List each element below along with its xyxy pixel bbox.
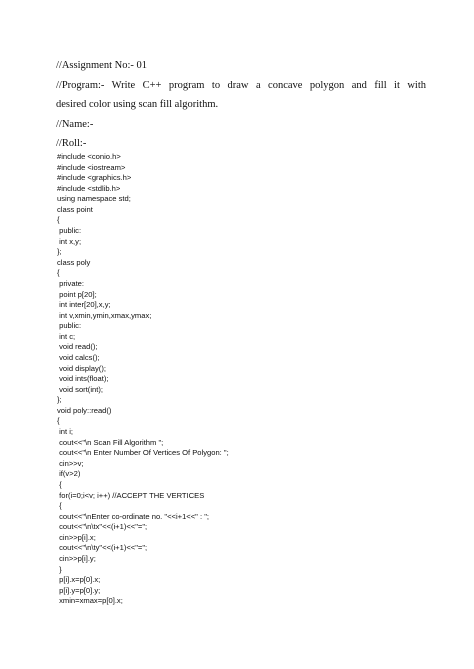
code-line: { — [57, 479, 62, 489]
code-line: cout<<"\n\tx"<<(i+1)<<"="; — [57, 522, 148, 532]
assignment-number: //Assignment No:- 01 — [56, 60, 147, 71]
name-field-label: //Name:- — [56, 118, 94, 130]
code-line: cin>>v; — [57, 458, 84, 468]
code-line: public: — [57, 321, 82, 331]
code-line: point p[20]; — [57, 289, 97, 299]
program-description-line2: desired color using scan fill algorithm. — [56, 99, 219, 110]
code-line: void ints(float); — [57, 374, 109, 384]
code-line: cout<<"\n Scan Fill Algorithm "; — [57, 437, 164, 447]
code-line: { — [57, 215, 60, 225]
code-line: cin>>p[i].x; — [57, 532, 96, 542]
code-line: void display(); — [57, 363, 106, 373]
code-line: void poly::read() — [57, 405, 112, 415]
code-line: if(v>2) — [57, 469, 81, 479]
code-line: for(i=0;i<v; i++) //ACCEPT THE VERTICES — [57, 490, 205, 500]
code-line: #include <stdlib.h> — [57, 183, 121, 193]
code-line: xmin=xmax=p[0].x; — [57, 596, 123, 606]
code-line: public: — [57, 226, 82, 236]
code-line: #include <iostream> — [57, 162, 126, 172]
code-line: int i; — [57, 427, 74, 437]
code-line: void calcs(); — [57, 352, 100, 362]
code-line: #include <conio.h> — [57, 152, 121, 161]
code-line: class point — [57, 204, 93, 214]
code-line: using namespace std; — [57, 194, 131, 204]
code-line: { — [57, 416, 60, 426]
code-line: { — [57, 268, 60, 278]
code-listing — [57, 152, 437, 607]
code-line: }; — [57, 247, 62, 257]
code-line: int inter[20],x,y; — [57, 300, 111, 310]
code-line: cout<<"\n Enter Number Of Vertices Of Polygon: "; — [57, 448, 229, 458]
code-line: void read(); — [57, 342, 98, 352]
code-line: int v,xmin,ymin,xmax,ymax; — [57, 310, 152, 320]
code-line: cout<<"\n\ty"<<(i+1)<<"="; — [57, 543, 148, 553]
code-line: #include <graphics.h> — [57, 173, 132, 183]
code-line: class poly — [57, 257, 91, 267]
code-line: int c; — [57, 331, 76, 341]
code-line: p[i].y=p[0].y; — [57, 585, 101, 595]
assignment-header — [56, 56, 426, 154]
code-line: cin>>p[i].y; — [57, 553, 96, 563]
code-line: cout<<"\nEnter co-ordinate no. "<<i+1<<" : "; — [57, 511, 209, 521]
code-line: { — [57, 501, 62, 511]
code-line: int x,y; — [57, 236, 82, 246]
code-line: private: — [57, 278, 85, 288]
program-description-line1: //Program:- Write C++ program to draw a concave polygon and fill it with — [56, 79, 426, 91]
roll-field-label: //Roll:- — [56, 138, 87, 149]
code-line: } — [57, 564, 62, 574]
code-line: }; — [57, 395, 62, 405]
code-line: void sort(int); — [57, 384, 103, 394]
code-line: p[i].x=p[0].x; — [57, 575, 101, 585]
